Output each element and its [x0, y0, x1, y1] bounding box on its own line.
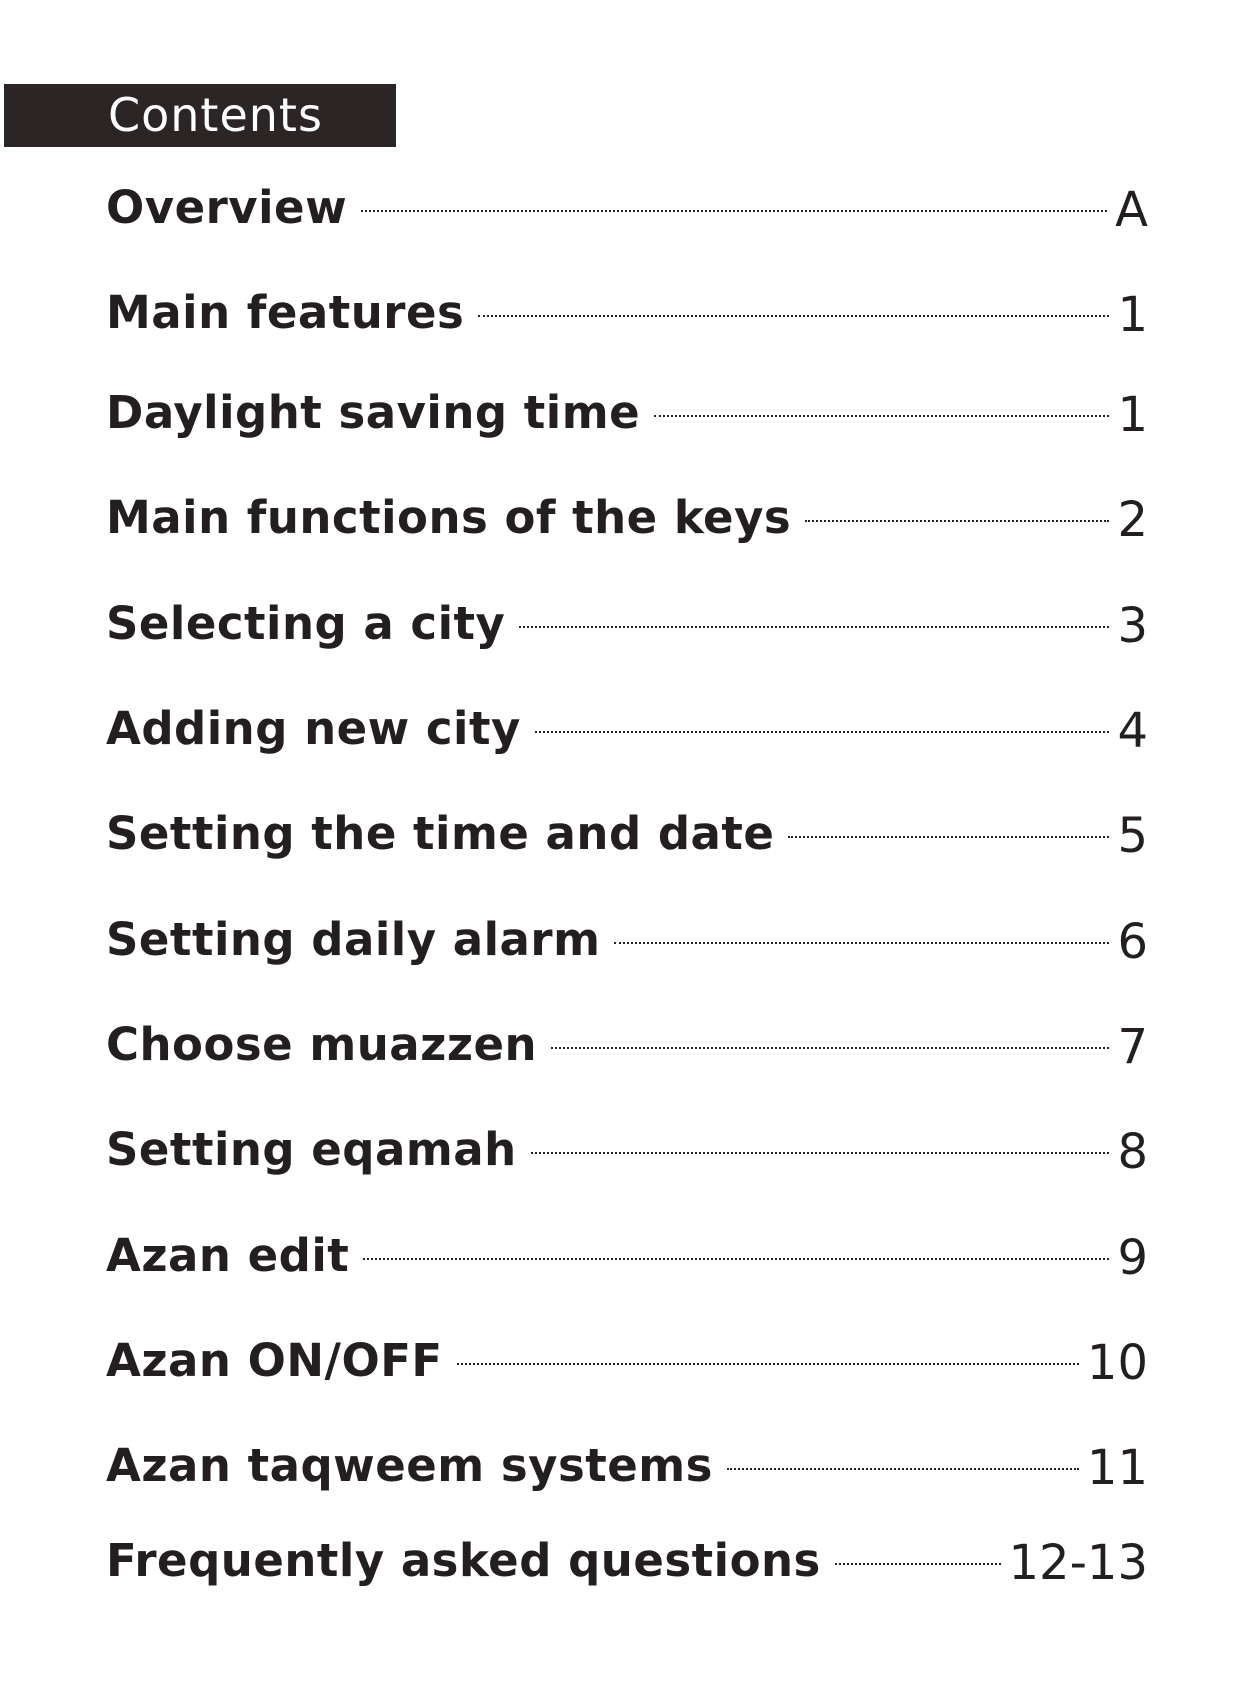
toc-entry-page: 2 [1117, 492, 1148, 548]
dot-leader [535, 731, 1110, 733]
toc-entry-page: A [1115, 182, 1148, 238]
toc-entry-azan-on-off[interactable] [106, 1325, 1148, 1395]
dot-leader [551, 1047, 1109, 1049]
dot-leader [457, 1363, 1079, 1365]
toc-entry-page: 7 [1117, 1019, 1148, 1075]
dot-leader [727, 1468, 1079, 1470]
toc-entry-overview[interactable] [106, 172, 1148, 242]
toc-entry-page: 1 [1117, 387, 1148, 443]
dot-leader [519, 626, 1109, 628]
toc-entry-page: 8 [1117, 1124, 1148, 1180]
toc-entry-title: Daylight saving time [106, 385, 641, 439]
toc-entry-page: 4 [1117, 703, 1148, 759]
dot-leader [805, 520, 1109, 522]
toc-entry-title: Frequently asked questions [106, 1533, 821, 1587]
toc-entry-title: Setting eqamah [106, 1122, 517, 1176]
toc-entry-daylight-saving-time[interactable] [106, 377, 1148, 447]
toc-entry-page: 1 [1117, 287, 1148, 343]
dot-leader [654, 415, 1109, 417]
toc-entry-choose-muazzen[interactable] [106, 1009, 1148, 1079]
toc-entry-title: Azan taqweem systems [106, 1438, 713, 1492]
toc-entry-setting-eqamah[interactable] [106, 1114, 1148, 1184]
toc-entry-title: Main functions of the keys [106, 490, 792, 544]
toc-entry-setting-daily-alarm[interactable] [106, 904, 1148, 974]
toc-entry-title: Overview [106, 180, 348, 234]
toc-entry-title: Selecting a city [106, 596, 506, 650]
toc-entry-title: Adding new city [106, 701, 521, 755]
toc-entry-azan-taqweem-systems[interactable] [106, 1430, 1148, 1500]
toc-entry-page: 11 [1086, 1440, 1148, 1496]
dot-leader [363, 1258, 1109, 1260]
toc-entry-page: 6 [1117, 914, 1148, 970]
toc-entry-title: Setting the time and date [106, 806, 775, 860]
dot-leader [531, 1152, 1110, 1154]
toc-entry-selecting-a-city[interactable] [106, 588, 1148, 658]
dot-leader [614, 942, 1109, 944]
toc-entry-page: 9 [1117, 1230, 1148, 1286]
toc-entry-page: 12-13 [1008, 1535, 1148, 1591]
toc-entry-main-functions-of-keys[interactable] [106, 482, 1148, 552]
toc-entry-setting-time-and-date[interactable] [106, 798, 1148, 868]
toc-entry-azan-edit[interactable] [106, 1220, 1148, 1290]
dot-leader [361, 210, 1107, 212]
toc-entry-title: Main features [106, 285, 465, 339]
toc-entry-page: 5 [1117, 808, 1148, 864]
toc-entry-title: Choose muazzen [106, 1017, 538, 1071]
dot-leader [478, 315, 1109, 317]
dot-leader [835, 1563, 1001, 1565]
toc-entry-title: Setting daily alarm [106, 912, 601, 966]
toc-entry-adding-new-city[interactable] [106, 693, 1148, 763]
toc-entry-frequently-asked-questions[interactable] [106, 1525, 1148, 1595]
dot-leader [788, 836, 1109, 838]
toc-entry-title: Azan ON/OFF [106, 1333, 443, 1387]
toc-entry-page: 10 [1086, 1335, 1148, 1391]
toc-entry-main-features[interactable] [106, 277, 1148, 347]
page-title: Contents [108, 88, 323, 142]
toc-entry-page: 3 [1117, 598, 1148, 654]
toc-entry-title: Azan edit [106, 1228, 350, 1282]
